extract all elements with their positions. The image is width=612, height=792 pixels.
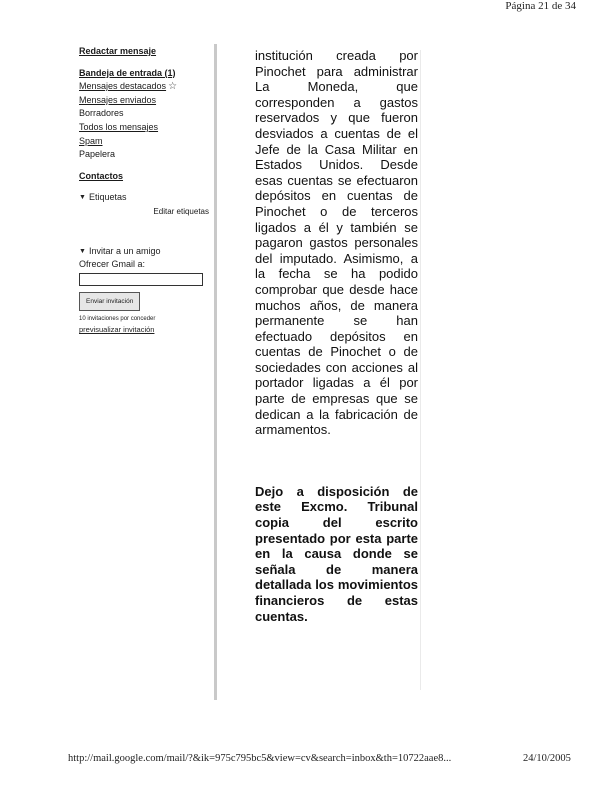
spam-link[interactable]: Spam [79, 135, 103, 146]
contacts-link[interactable]: Contactos [79, 170, 124, 181]
all-mail-link[interactable]: Todos los mensajes [79, 121, 159, 132]
triangle-down-icon: ▼ [79, 194, 86, 202]
body-paragraph: institución creada por Pinochet para administrar La Moneda, que corresponden a gastos reservados y que fueron desviados a cuentas de el Jefe de la Casa Militar en Estados Unidos. Desde esas cuentas se efectuaron depósitos en cuentas de Pinochet o de terceros ligados a él y también se pagaron gastos personales del imputado. Asimismo, a la fecha se ha podido comprobar que desde hace muchos años, de manera permanente se han efectuado depósitos en cuentas de Pinochet o de sociedades con acciones al portador ligadas a él por parte de empresas que se dedican a la fabricación de armamentos. [255, 48, 418, 438]
body-paragraph-bold: Dejo a disposición de este Excmo. Tribunal copia del escrito presentado por esta parte en la causa donde se señala de manera detallada los movimientos financieros de estas cuentas. [255, 483, 418, 624]
compose-link[interactable]: Redactar mensaje [79, 46, 157, 56]
column-divider [214, 44, 217, 700]
labels-toggle[interactable] [79, 191, 209, 205]
inbox-link[interactable]: Bandeja de entrada (1) [79, 67, 176, 78]
sent-link[interactable]: Mensajes enviados [79, 94, 157, 105]
preview-invite-link[interactable]: previsualizar invitación [79, 325, 155, 335]
triangle-down-icon: ▼ [79, 247, 86, 255]
invite-toggle[interactable] [79, 245, 209, 259]
offer-gmail-label: Ofrecer Gmail a: [79, 259, 146, 270]
labels-heading: Etiquetas [88, 192, 127, 203]
print-footer-url: http://mail.google.com/mail/?&ik=975c795bc5&view=cv&search=inbox&th=10722aae8... [68, 753, 452, 764]
print-footer-date: 24/10/2005 [523, 753, 571, 764]
message-body [255, 48, 418, 624]
gmail-sidebar [79, 45, 209, 337]
invite-heading: Invitar a un amigo [88, 245, 161, 256]
edit-labels-link[interactable]: Editar etiquetas [153, 206, 209, 216]
right-column-edge [420, 50, 421, 690]
send-invite-button[interactable]: Enviar invitación [79, 292, 140, 312]
star-icon: ☆ [168, 81, 178, 93]
starred-link[interactable]: Mensajes destacados [79, 81, 167, 92]
invitations-left-text: 10 invitaciones por conceder [79, 316, 156, 323]
trash-link[interactable]: Papelera [79, 149, 116, 160]
invite-email-input[interactable] [79, 273, 203, 286]
page-number-header: Página 21 de 34 [505, 0, 576, 12]
starred-row [79, 80, 209, 94]
drafts-link[interactable]: Borradores [79, 108, 124, 119]
